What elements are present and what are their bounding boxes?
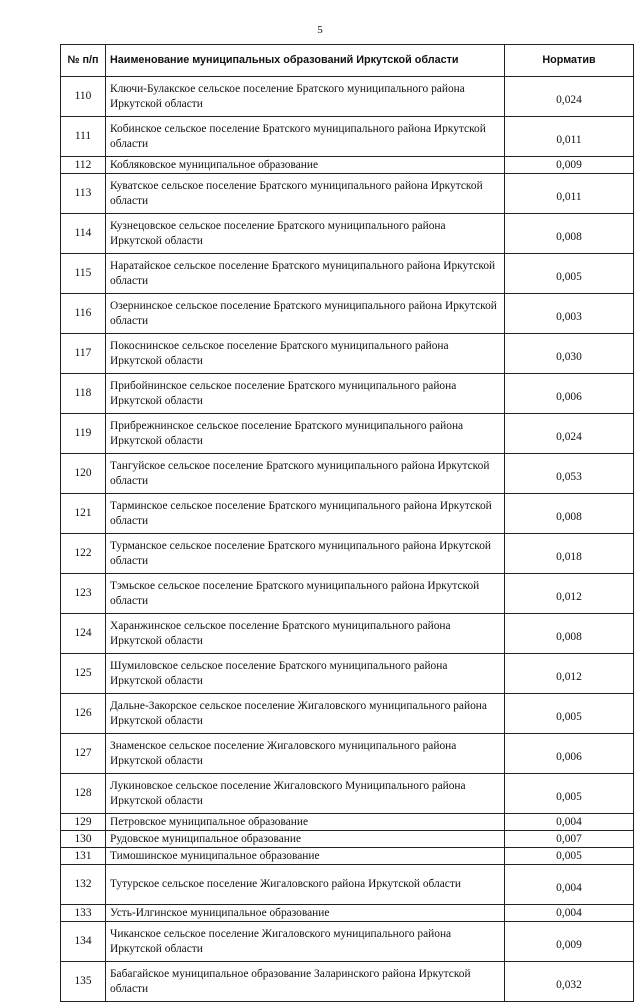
normative-value: 0,018 (505, 534, 634, 574)
table-row (61, 374, 634, 414)
table-row (61, 574, 634, 614)
municipality-name: Наратайское сельское поселение Братского муниципального района Иркутской области (106, 254, 505, 294)
table-row (61, 694, 634, 734)
table-row (61, 814, 634, 831)
table-row (61, 774, 634, 814)
header-num: № п/п (61, 45, 106, 77)
normative-value: 0,008 (505, 494, 634, 534)
table-row (61, 831, 634, 848)
normative-value: 0,012 (505, 654, 634, 694)
normative-value: 0,006 (505, 374, 634, 414)
table-row (61, 157, 634, 174)
row-number: 118 (61, 374, 106, 414)
row-number: 119 (61, 414, 106, 454)
table-row (61, 848, 634, 865)
normative-value: 0,008 (505, 614, 634, 654)
row-number: 126 (61, 694, 106, 734)
row-number: 134 (61, 922, 106, 962)
row-number: 125 (61, 654, 106, 694)
row-number: 135 (61, 962, 106, 1002)
table-row (61, 494, 634, 534)
row-number: 133 (61, 905, 106, 922)
table-row (61, 922, 634, 962)
row-number: 117 (61, 334, 106, 374)
normative-value: 0,032 (505, 962, 634, 1002)
row-number: 120 (61, 454, 106, 494)
table-row (61, 905, 634, 922)
municipality-name: Харанжинское сельское поселение Братского муниципального района Иркутской области (106, 614, 505, 654)
row-number: 123 (61, 574, 106, 614)
normative-value: 0,030 (505, 334, 634, 374)
normative-value: 0,011 (505, 117, 634, 157)
row-number: 122 (61, 534, 106, 574)
municipality-name: Турманское сельское поселение Братского муниципального района Иркутской области (106, 534, 505, 574)
normative-value: 0,004 (505, 814, 634, 831)
page-number: 5 (317, 24, 323, 36)
table-row (61, 654, 634, 694)
normative-value: 0,006 (505, 734, 634, 774)
normative-value: 0,024 (505, 414, 634, 454)
table-row (61, 117, 634, 157)
row-number: 116 (61, 294, 106, 334)
header-name: Наименование муниципальных образований Иркутской области (106, 45, 505, 77)
row-number: 128 (61, 774, 106, 814)
row-number: 111 (61, 117, 106, 157)
table-body (61, 77, 634, 1002)
municipality-name: Тэмьское сельское поселение Братского муниципального района Иркутской области (106, 574, 505, 614)
normative-value: 0,004 (505, 865, 634, 905)
row-number: 127 (61, 734, 106, 774)
row-number: 113 (61, 174, 106, 214)
normative-value: 0,007 (505, 831, 634, 848)
normative-value: 0,053 (505, 454, 634, 494)
row-number: 129 (61, 814, 106, 831)
normative-value: 0,003 (505, 294, 634, 334)
municipality-name: Кобляковское муниципальное образование (106, 157, 505, 174)
table-row (61, 454, 634, 494)
municipality-name: Усть-Илгинское муниципальное образование (106, 905, 505, 922)
municipality-name: Лукиновское сельское поселение Жигаловского Муниципального района Иркутской области (106, 774, 505, 814)
normative-value: 0,011 (505, 174, 634, 214)
municipality-name: Рудовское муниципальное образование (106, 831, 505, 848)
row-number: 114 (61, 214, 106, 254)
municipality-name: Прибойнинское сельское поселение Братского муниципального района Иркутской области (106, 374, 505, 414)
normative-value: 0,008 (505, 214, 634, 254)
normative-value: 0,005 (505, 694, 634, 734)
municipality-name: Чиканское сельское поселение Жигаловского муниципального района Иркутской области (106, 922, 505, 962)
municipality-name: Тарминское сельское поселение Братского муниципального района Иркутской области (106, 494, 505, 534)
table-row (61, 214, 634, 254)
municipality-name: Дальне-Закорское сельское поселение Жигаловского муниципального района Иркутской области (106, 694, 505, 734)
municipality-name: Кобинское сельское поселение Братского муниципального района Иркутской области (106, 117, 505, 157)
table-row (61, 334, 634, 374)
normative-value: 0,009 (505, 922, 634, 962)
table-row (61, 534, 634, 574)
municipality-name: Покоснинское сельское поселение Братского муниципального района Иркутской области (106, 334, 505, 374)
table-row (61, 614, 634, 654)
municipality-name: Тутурское сельское поселение Жигаловского района Иркутской области (106, 865, 505, 905)
table-row (61, 77, 634, 117)
municipality-name: Тангуйское сельское поселение Братского муниципального района Иркутской области (106, 454, 505, 494)
municipality-name: Прибрежнинское сельское поселение Братского муниципального района Иркутской области (106, 414, 505, 454)
municipality-name: Ключи-Булакское сельское поселение Братского муниципального района Иркутской области (106, 77, 505, 117)
municipality-name: Озернинское сельское поселение Братского муниципального района Иркутской области (106, 294, 505, 334)
row-number: 124 (61, 614, 106, 654)
table-row (61, 294, 634, 334)
row-number: 121 (61, 494, 106, 534)
municipality-name: Куватское сельское поселение Братского муниципального района Иркутской области (106, 174, 505, 214)
row-number: 112 (61, 157, 106, 174)
table-header-row (61, 45, 634, 77)
normative-table (60, 44, 634, 1002)
normative-value: 0,012 (505, 574, 634, 614)
table-row (61, 865, 634, 905)
row-number: 115 (61, 254, 106, 294)
table-row (61, 174, 634, 214)
table-row (61, 254, 634, 294)
header-norm: Норматив (505, 45, 634, 77)
normative-value: 0,009 (505, 157, 634, 174)
normative-value: 0,024 (505, 77, 634, 117)
municipality-name: Петровское муниципальное образование (106, 814, 505, 831)
row-number: 132 (61, 865, 106, 905)
municipality-name: Тимошинское муниципальное образование (106, 848, 505, 865)
table-row (61, 962, 634, 1002)
normative-value: 0,004 (505, 905, 634, 922)
municipality-name: Знаменское сельское поселение Жигаловского муниципального района Иркутской области (106, 734, 505, 774)
row-number: 131 (61, 848, 106, 865)
municipality-name: Бабагайское муниципальное образование Заларинского района Иркутской области (106, 962, 505, 1002)
table-row (61, 414, 634, 454)
row-number: 130 (61, 831, 106, 848)
table-row (61, 734, 634, 774)
municipality-name: Шумиловское сельское поселение Братского муниципального района Иркутской области (106, 654, 505, 694)
municipality-name: Кузнецовское сельское поселение Братского муниципального района Иркутской области (106, 214, 505, 254)
row-number: 110 (61, 77, 106, 117)
normative-value: 0,005 (505, 848, 634, 865)
normative-value: 0,005 (505, 774, 634, 814)
normative-value: 0,005 (505, 254, 634, 294)
